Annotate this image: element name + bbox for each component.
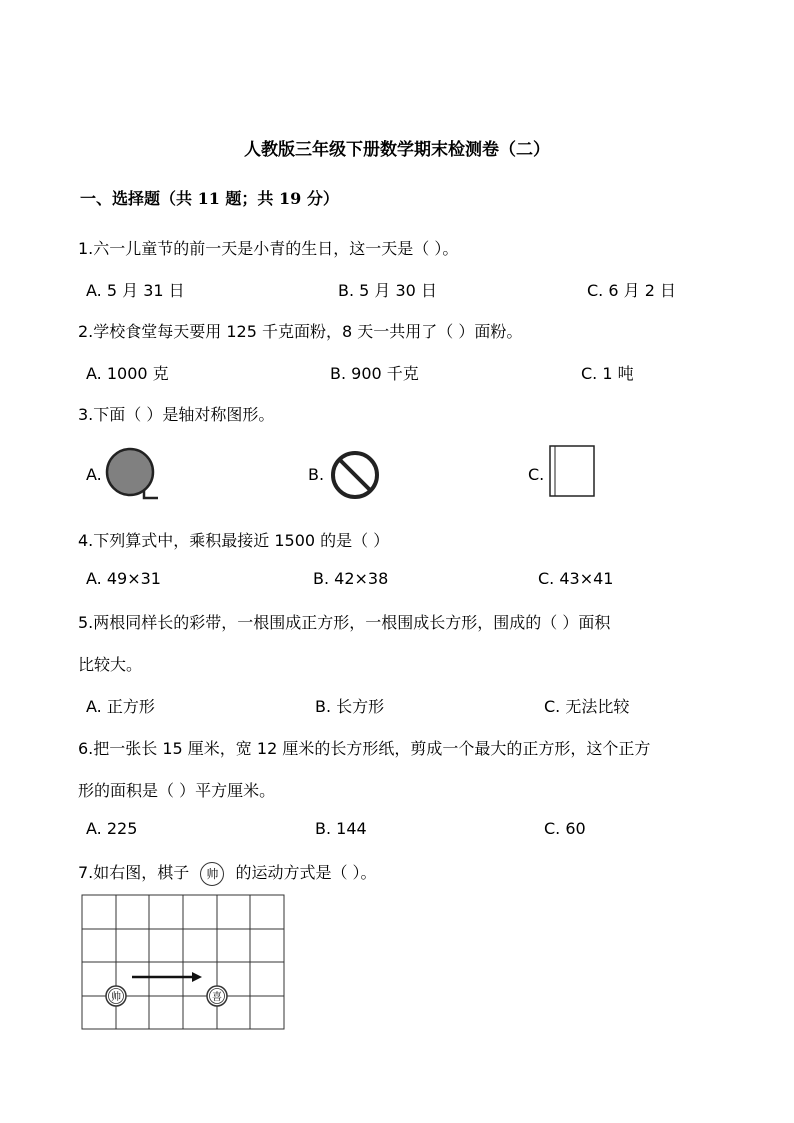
q2-option-a: A. 1000 克 (86, 364, 169, 383)
start-piece-label: 帅 (111, 992, 121, 1003)
question-6-line-2: 形的面积是（ ）平方厘米。 (78, 781, 276, 800)
start-piece-icon (106, 986, 126, 1006)
question-5-line-1: 5.两根同样长的彩带，一根围成正方形，一根围成长方形，围成的（ ）面积 (78, 613, 611, 632)
q3-option-a: A. (86, 465, 102, 484)
q6-option-a: A. 225 (86, 819, 138, 838)
q1-option-b: B. 5 月 30 日 (338, 281, 437, 300)
question-4: 4.下列算式中，乘积最接近 1500 的是（ ） (78, 531, 390, 550)
question-7-prefix: 7.如右图，棋子 (78, 863, 190, 882)
q3-rectangle-icon (548, 444, 596, 498)
q3-option-b: B. (308, 465, 325, 484)
page-title: 人教版三年级下册数学期末检测卷（二） (244, 140, 550, 160)
q5-option-b: B. 长方形 (315, 697, 385, 716)
q1-option-c: C. 6 月 2 日 (587, 281, 676, 300)
q4-option-c: C. 43×41 (538, 569, 614, 588)
grid-lines (82, 895, 284, 1029)
q4-option-b: B. 42×38 (313, 569, 389, 588)
question-1: 1.六一儿童节的前一天是小青的生日，这一天是（ ）。 (78, 239, 459, 258)
q5-option-c: C. 无法比较 (544, 697, 630, 716)
question-6-line-1: 6.把一张长 15 厘米，宽 12 厘米的长方形纸，剪成一个最大的正方形，这个正方 (78, 739, 651, 758)
q5-option-a: A. 正方形 (86, 697, 155, 716)
question-7-suffix: 的运动方式是（ ）。 (235, 863, 377, 882)
question-5-line-2: 比较大。 (78, 655, 143, 674)
q6-option-b: B. 144 (315, 819, 367, 838)
q3-option-c: C. (528, 465, 545, 484)
end-piece-label: 喜 (212, 992, 222, 1003)
q6-option-c: C. 60 (544, 819, 586, 838)
move-arrow-icon (132, 972, 202, 982)
end-piece-icon (207, 986, 227, 1006)
q3-shape-a-icon (104, 446, 162, 500)
question-3: 3.下面（ ）是轴对称图形。 (78, 405, 275, 424)
q2-option-c: C. 1 吨 (581, 364, 634, 383)
q4-option-a: A. 49×31 (86, 569, 161, 588)
section-heading: 一、选择题（共 11 题；共 19 分） (80, 189, 339, 208)
q1-option-a: A. 5 月 31 日 (86, 281, 185, 300)
q3-prohibition-sign-icon (328, 448, 382, 502)
chess-piece-shuai-icon: 帅 (200, 862, 224, 886)
question-2: 2.学校食堂每天要用 125 千克面粉，8 天一共用了（ ）面粉。 (78, 322, 523, 341)
question-7 (78, 860, 377, 886)
q7-chess-grid-figure (80, 893, 288, 1033)
q2-option-b: B. 900 千克 (330, 364, 419, 383)
